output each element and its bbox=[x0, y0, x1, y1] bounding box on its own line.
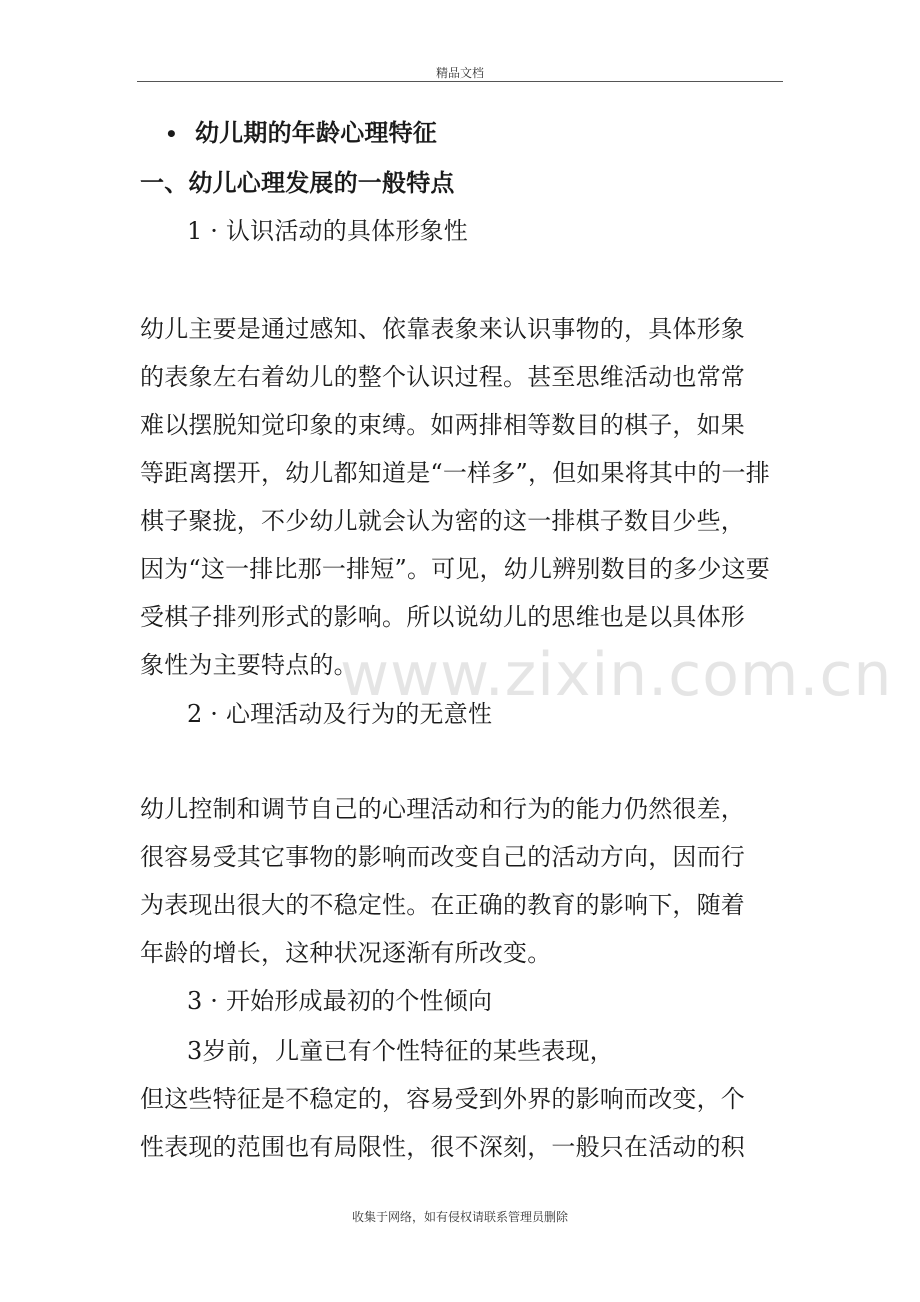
item-heading-3: 3 · 开始形成最初的个性倾向 bbox=[187, 987, 493, 1015]
para3-line: 但这些特征是不稳定的，容易受到外界的影响而改变，个 bbox=[140, 1085, 745, 1113]
para2-line: 幼儿控制和调节自己的心理活动和行为的能力仍然很差， bbox=[140, 795, 745, 823]
watermark: www.zixin.com.cn bbox=[340, 640, 893, 710]
bullet-icon: • bbox=[165, 122, 178, 146]
para1-line: 受棋子排列形式的影响。所以说幼儿的思维也是以具体形 bbox=[140, 603, 745, 631]
item-heading-2: 2 · 心理活动及行为的无意性 bbox=[187, 700, 493, 728]
para2-line: 很容易受其它事物的影响而改变自己的活动方向，因而行 bbox=[140, 843, 745, 871]
header-divider bbox=[137, 81, 783, 82]
para3-first-line: 3岁前，儿童已有个性特征的某些表现， bbox=[187, 1037, 614, 1065]
bullet-heading-text: 幼儿期的年龄心理特征 bbox=[195, 118, 437, 147]
para1-line: 棋子聚拢，不少幼儿就会认为密的这一排棋子数目少些， bbox=[140, 507, 745, 535]
page-header: 精品文档 bbox=[435, 66, 484, 80]
para1-line: 因为“这一排比那一排短”。可见，幼儿辨别数目的多少这要 bbox=[140, 555, 770, 583]
para1-line: 等距离摆开，幼儿都知道是“一样多”，但如果将其中的一排 bbox=[140, 459, 770, 487]
bullet-heading bbox=[165, 116, 437, 151]
para1-line: 象性为主要特点的。 bbox=[140, 651, 358, 679]
para2-line: 年龄的增长，这种状况逐渐有所改变。 bbox=[140, 939, 552, 967]
item-heading-1: 1 · 认识活动的具体形象性 bbox=[187, 217, 468, 245]
para1-line: 幼儿主要是通过感知、依靠表象来认识事物的，具体形象 bbox=[140, 315, 745, 343]
section-heading: 一、幼儿心理发展的一般特点 bbox=[140, 168, 455, 197]
para3-line: 性表现的范围也有局限性，很不深刻，一般只在活动的积 bbox=[140, 1133, 745, 1161]
page-footer: 收集于网络，如有侵权请联系管理员删除 bbox=[351, 1210, 568, 1224]
para1-line: 的表象左右着幼儿的整个认识过程。甚至思维活动也常常 bbox=[140, 363, 745, 391]
para2-line: 为表现出很大的不稳定性。在正确的教育的影响下，随着 bbox=[140, 891, 745, 919]
para1-line: 难以摆脱知觉印象的束缚。如两排相等数目的棋子，如果 bbox=[140, 411, 745, 439]
